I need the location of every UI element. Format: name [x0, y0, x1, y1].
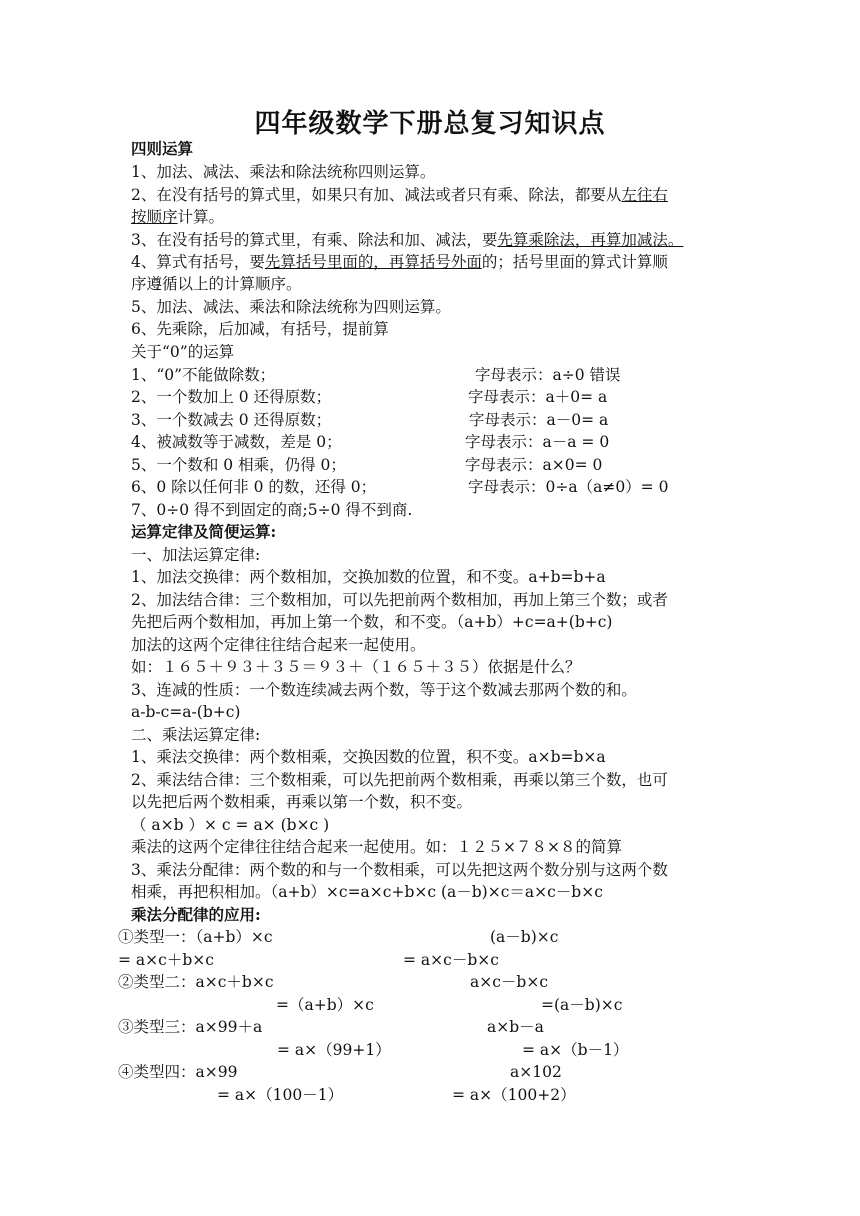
zero-rule-left: 1、“0”不能做除数；	[131, 366, 276, 384]
zero-rule-formula: 字母表示：a÷0 错误	[475, 366, 621, 384]
text-line: 相乘，再把积相加。（a+b）×c=a×c+b×c (a－b)×c＝a×c－b×c	[131, 883, 603, 901]
text-line: 以先把后两个数相乘，再乘以第一个数，积不变。	[131, 793, 473, 811]
section-heading-distributive-application: 乘法分配律的应用:	[131, 905, 261, 924]
type-three-right-result: = a×（b－1）	[522, 1041, 629, 1059]
text-line: 1、加法交换律：两个数相加，交换加数的位置，和不变。a+b=b+a	[131, 568, 606, 586]
type-one-label: ①类型一：（a+b）×c	[118, 928, 273, 946]
formula-line: （ a×b ）× c = a× (b×c )	[131, 816, 330, 834]
subsection-heading-multiplication: 二、乘法运算定律:	[131, 726, 261, 744]
underlined-text: 先算乘除法，再算加减法。	[497, 231, 684, 249]
underlined-text: 按顺序	[131, 208, 178, 226]
zero-rule-formula: 字母表示：a＋0= a	[468, 388, 608, 406]
type-four-label: ④类型四：a×99	[118, 1063, 238, 1081]
zero-rule-left: 3、一个数减去 0 还得原数；	[131, 411, 332, 429]
type-two-right-result: =(a－b)×c	[541, 996, 623, 1014]
text-line: 1、乘法交换律：两个数相乘，交换因数的位置，积不变。a×b=b×a	[131, 748, 606, 766]
zero-rule-left: 2、一个数加上 0 还得原数；	[131, 388, 332, 406]
text-span: 计算。	[177, 208, 225, 226]
text-line	[131, 251, 668, 273]
formula-line: a-b-c=a-(b+c)	[131, 703, 241, 721]
text-line: 3、连减的性质：一个数连续减去两个数，等于这个数减去那两个数的和。	[131, 681, 637, 699]
text-line: 6、先乘除，后加减，有括号，提前算	[131, 320, 389, 338]
text-line: 序遵循以上的计算顺序。	[131, 275, 302, 293]
text-line	[131, 184, 668, 206]
type-one-right-result: = a×c－b×c	[403, 951, 499, 969]
zero-rule-formula: 字母表示：a－a = 0	[465, 433, 610, 451]
subsection-heading-zero: 关于“0”的运算	[131, 343, 235, 361]
text-span: 2、在没有括号的算式里，如果只有加、减法或者只有乘、除法，都要从	[131, 186, 622, 204]
text-line	[131, 229, 683, 251]
text-line: 如：１６５＋９３＋３５＝９３＋（１６５＋３５）依据是什么？	[131, 658, 581, 676]
section-heading-arithmetic: 四则运算	[131, 139, 194, 158]
text-span: 3、在没有括号的算式里，有乘、除法和加、减法，要	[131, 231, 498, 249]
type-four-right: a×102	[510, 1063, 562, 1081]
type-one-result: = a×c＋b×c	[118, 951, 214, 969]
zero-rule-formula: 字母表示：a×0= 0	[465, 456, 603, 474]
zero-rule-left: 5、一个数和 0 相乘，仍得 0；	[131, 456, 346, 474]
type-four-result: = a×（100－1）	[217, 1086, 344, 1104]
zero-rule-formula: 字母表示：0÷a（a≠0）= 0	[468, 478, 669, 496]
type-three-right: a×b－a	[487, 1018, 544, 1036]
text-span: 4、算式有括号，要	[131, 253, 265, 271]
type-three-result: = a×（99+1）	[277, 1041, 391, 1059]
type-one-right: (a－b)×c	[490, 928, 559, 946]
type-three-label: ③类型三：a×99＋a	[118, 1018, 263, 1036]
text-line: 3、乘法分配律：两个数的和与一个数相乘，可以先把这两个数分别与这两个数	[131, 861, 668, 879]
zero-rule-left: 4、被减数等于减数，差是 0；	[131, 433, 342, 451]
section-heading-laws: 运算定律及简便运算:	[131, 522, 277, 541]
text-line: 加法的这两个定律往往结合起来一起使用。	[131, 636, 426, 654]
text-line	[131, 206, 224, 228]
text-line: 1、加法、减法、乘法和除法统称四则运算。	[131, 163, 436, 181]
type-four-right-result: = a×（100+2）	[452, 1086, 576, 1104]
underlined-text: 左往右	[621, 186, 668, 204]
text-line: 2、加法结合律：三个数相加，可以先把前两个数相加，再加上第三个数；或者	[131, 591, 668, 609]
underlined-text: 先算括号里面的，再算括号外面	[264, 253, 482, 271]
type-two-right: a×c－b×c	[470, 973, 548, 991]
zero-rule-formula: 字母表示：a－0= a	[469, 411, 609, 429]
subsection-heading-addition: 一、加法运算定律:	[131, 546, 261, 564]
zero-rule-left: 6、0 除以任何非 0 的数，还得 0；	[131, 478, 377, 496]
type-two-label: ②类型二：a×c＋b×c	[118, 973, 274, 991]
page-title: 四年级数学下册总复习知识点	[254, 109, 606, 139]
text-line: 2、乘法结合律：三个数相乘，可以先把前两个数相乘，再乘以第三个数，也可	[131, 771, 668, 789]
text-line: 5、加法、减法、乘法和除法统称为四则运算。	[131, 298, 451, 316]
type-two-result: =（a+b）×c	[276, 996, 374, 1014]
text-line: 乘法的这两个定律往往结合起来一起使用。如：１２５×７８×８的简算	[131, 838, 622, 856]
text-span: 的；括号里面的算式计算顺	[481, 253, 668, 271]
text-line: 先把后两个数相加，再加上第一个数，和不变。（a+b）+c=a+(b+c)	[131, 613, 613, 631]
text-line: 7、0÷0 得不到固定的商;5÷0 得不到商.	[131, 501, 413, 519]
